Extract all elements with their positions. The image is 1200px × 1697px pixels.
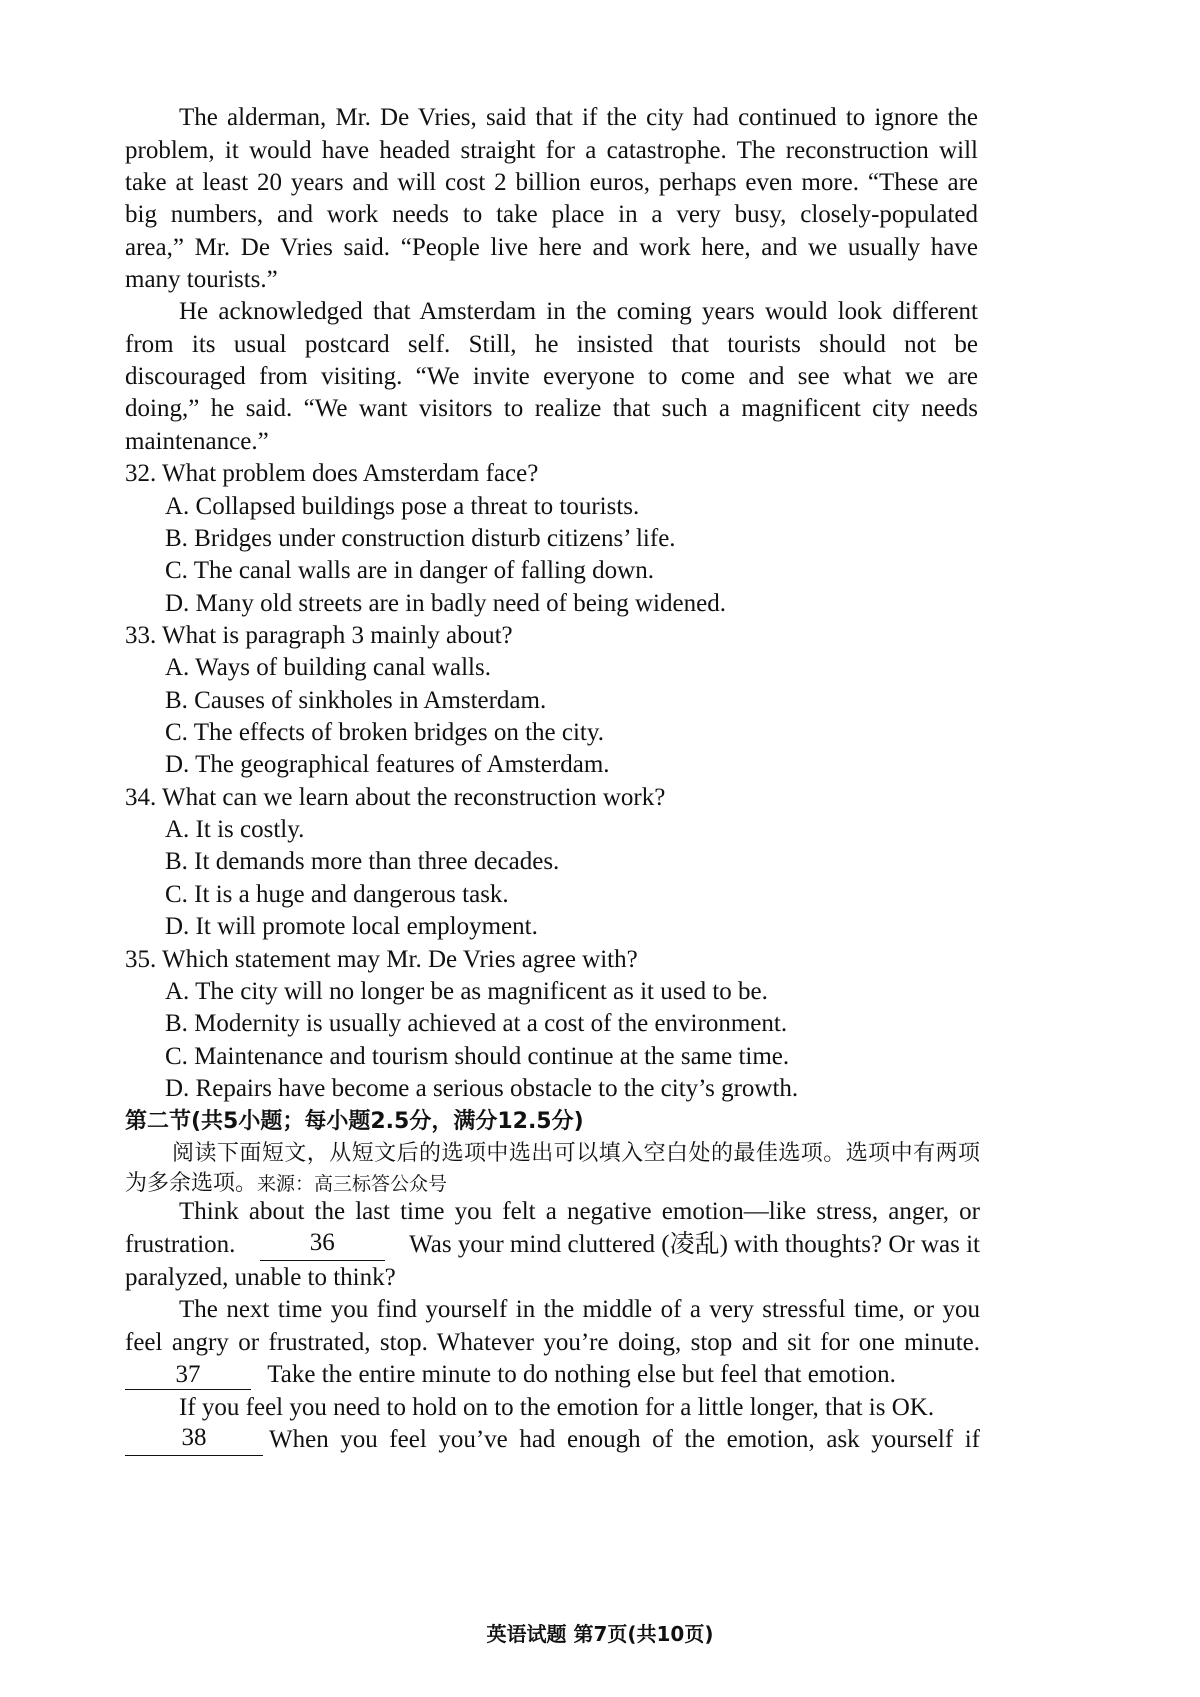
question-34-option-b: B. It demands more than three decades.	[165, 848, 560, 875]
passage2-p2-line-1: The next time you find yourself in the middle of a very stressful time, or you	[179, 1296, 980, 1323]
passage-p2-line-3: discouraged from visiting. “We invite everyone to come and see what we are	[125, 363, 978, 390]
passage2-p2-line-3-text: Take the entire minute to do nothing else but feel that emotion.	[267, 1361, 896, 1388]
passage2-p2-line-2: feel angry or frustrated, stop. Whatever you’re doing, stop and sit for one minute.	[125, 1329, 980, 1356]
section-2-instruction-line-1: 阅读下面短文，从短文后的选项中选出可以填入空白处的最佳选项。选项中有两项	[172, 1141, 980, 1166]
passage2-p2-line-3	[125, 1359, 896, 1391]
question-32-option-b: B. Bridges under construction disturb citizens’ life.	[165, 525, 676, 552]
question-35-stem: 35. Which statement may Mr. De Vries agree with?	[125, 946, 638, 973]
blank-37[interactable]: 37	[125, 1361, 251, 1390]
question-32-option-a: A. Collapsed buildings pose a threat to tourists.	[165, 493, 640, 520]
question-35-option-a: A. The city will no longer be as magnificent as it used to be.	[165, 978, 768, 1005]
section-2-heading: 第二节(共5小题；每小题2.5分，满分12.5分)	[125, 1109, 584, 1134]
question-35-option-d: D. Repairs have become a serious obstacle to the city’s growth.	[165, 1075, 799, 1102]
question-34-option-d: D. It will promote local employment.	[165, 913, 538, 940]
passage2-p1-line-2	[125, 1229, 980, 1261]
question-34-option-c: C. It is a huge and dangerous task.	[165, 881, 509, 908]
passage2-p1-line-2-start: frustration.	[125, 1231, 236, 1258]
passage-p1-line-3: take at least 20 years and will cost 2 billion euros, perhaps even more. “These are	[125, 169, 978, 196]
passage2-p1-line-1: Think about the last time you felt a negative emotion—like stress, anger, or	[179, 1198, 980, 1225]
passage-p2-line-4: doing,” he said. “We want visitors to realize that such a magnificent city needs	[125, 395, 978, 422]
question-32-stem: 32. What problem does Amsterdam face?	[125, 460, 539, 487]
question-32-option-c: C. The canal walls are in danger of falling down.	[165, 557, 654, 584]
passage-p1-line-2: problem, it would have headed straight for a catastrophe. The reconstruction will	[125, 137, 978, 164]
passage2-p3-line-1: If you feel you need to hold on to the emotion for a little longer, that is OK.	[179, 1394, 935, 1421]
question-33-option-a: A. Ways of building canal walls.	[165, 654, 491, 681]
page-footer: 英语试题 第7页(共10页)	[486, 1622, 714, 1646]
blank-38[interactable]: 38	[125, 1424, 263, 1456]
section-2-instruction-tail: 为多余选项。	[125, 1171, 258, 1196]
passage2-p1-line-3: paralyzed, unable to think?	[125, 1264, 396, 1291]
question-33-stem: 33. What is paragraph 3 mainly about?	[125, 622, 513, 649]
passage2-p1-line-2-end: Was your mind cluttered (凌乱) with thoughts? Or was it	[409, 1231, 980, 1258]
passage-p1-line-1: The alderman, Mr. De Vries, said that if the city had continued to ignore the	[179, 104, 978, 131]
question-33-option-c: C. The effects of broken bridges on the city.	[165, 719, 605, 746]
passage-p1-line-6: many tourists.”	[125, 266, 278, 293]
question-33-option-b: B. Causes of sinkholes in Amsterdam.	[165, 687, 547, 714]
passage-p2-line-2: from its usual postcard self. Still, he insisted that tourists should not be	[125, 331, 978, 358]
question-32-option-d: D. Many old streets are in badly need of being widened.	[165, 590, 726, 617]
passage2-p3-line-2-text: When you feel you’ve had enough of the emotion, ask yourself if	[269, 1426, 980, 1453]
passage-p1-line-5: area,” Mr. De Vries said. “People live here and work here, and we usually have	[125, 234, 978, 261]
source-watermark: 来源：高三标答公众号	[257, 1173, 448, 1195]
passage-p2-line-1: He acknowledged that Amsterdam in the coming years would look different	[179, 298, 978, 325]
passage2-p3-line-2	[125, 1424, 980, 1456]
question-34-option-a: A. It is costly.	[165, 816, 305, 843]
passage-p2-line-5: maintenance.”	[125, 428, 269, 455]
question-33-option-d: D. The geographical features of Amsterdam.	[165, 751, 610, 778]
question-35-option-b: B. Modernity is usually achieved at a cost of the environment.	[165, 1010, 788, 1037]
passage-p1-line-4: big numbers, and work needs to take place in a very busy, closely-populated	[125, 201, 978, 228]
question-34-stem: 34. What can we learn about the reconstruction work?	[125, 784, 666, 811]
question-35-option-c: C. Maintenance and tourism should continue at the same time.	[165, 1043, 790, 1070]
blank-36[interactable]: 36	[260, 1229, 385, 1261]
